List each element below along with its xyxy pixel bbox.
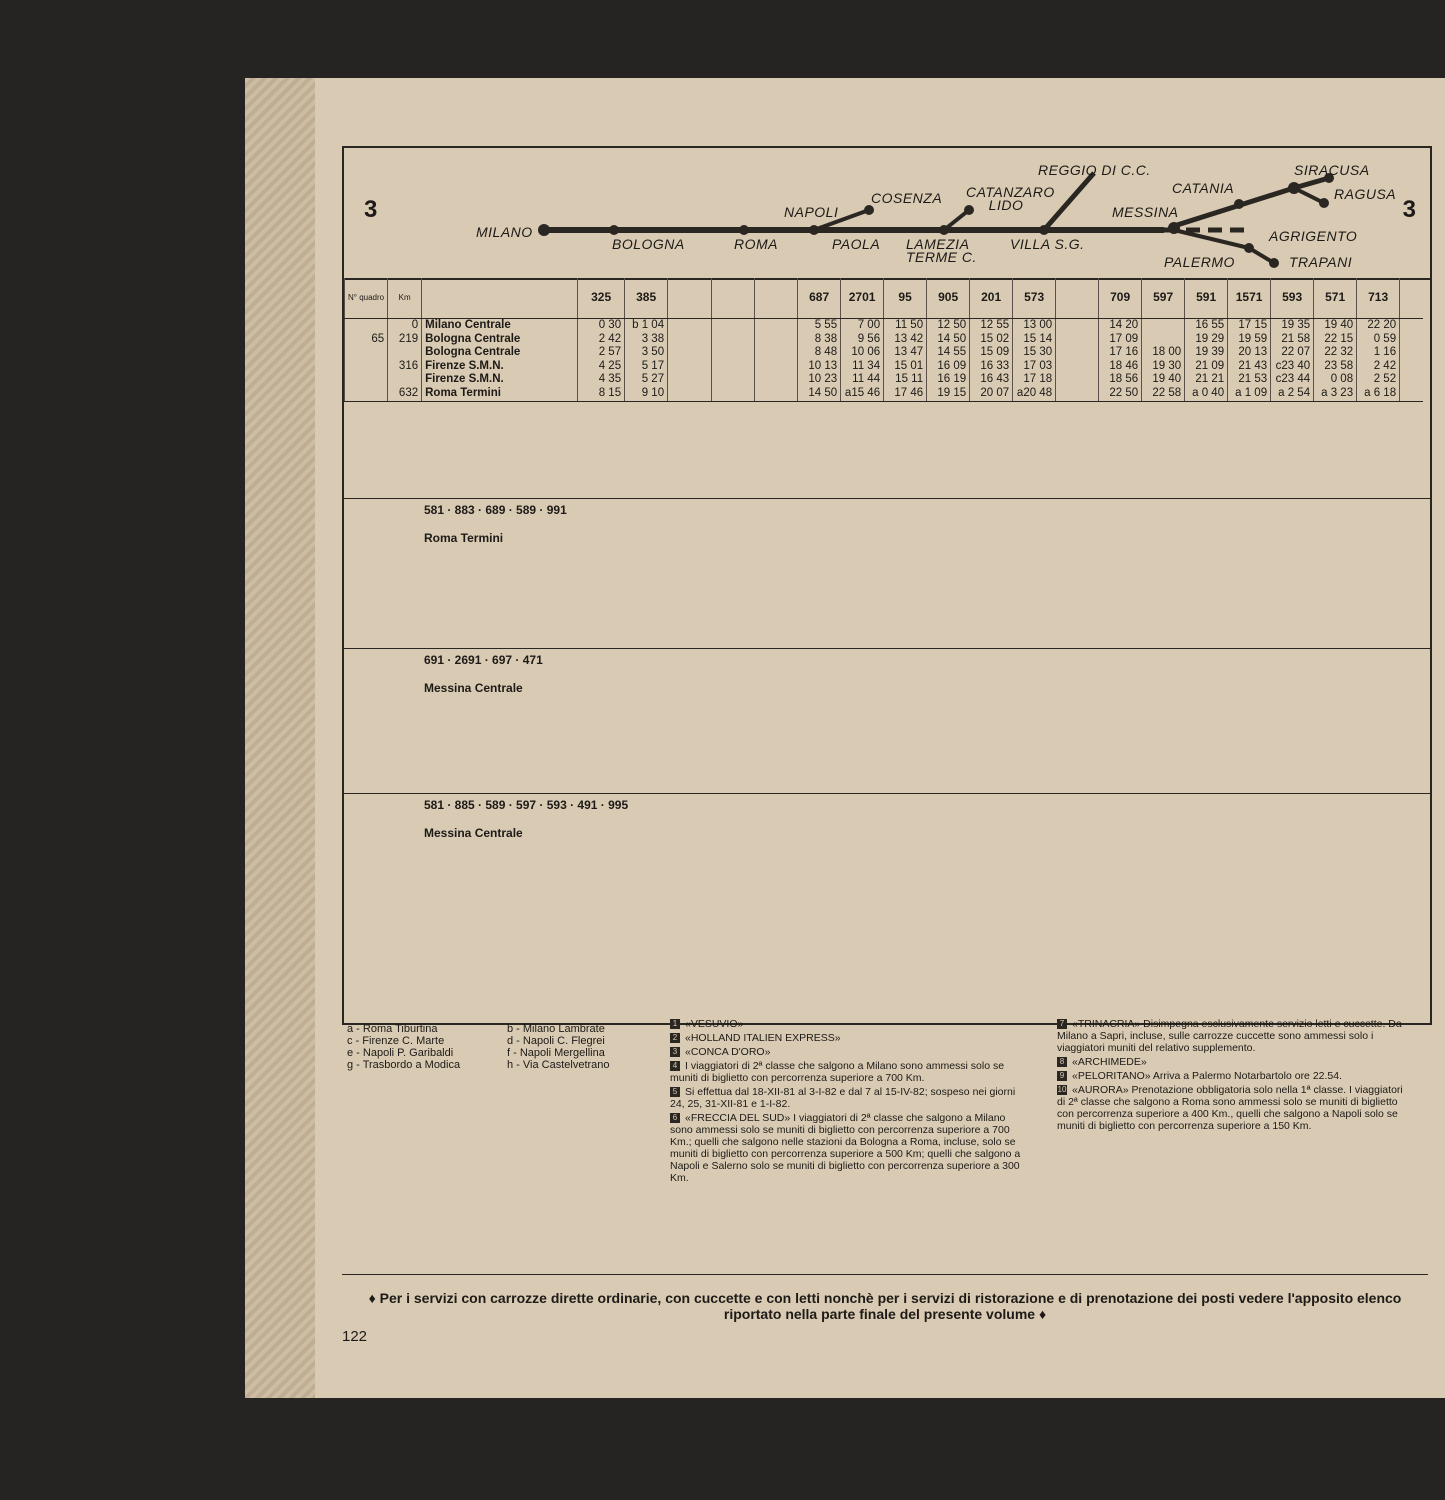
time-cell: 15 11: [884, 373, 927, 387]
time-cell: 17 18: [1013, 373, 1056, 387]
city-milano: MILANO: [476, 224, 533, 240]
train-number: 573: [1013, 278, 1056, 319]
time-cell: 22 58: [1142, 387, 1185, 401]
train-number: 201: [970, 278, 1013, 319]
footnote-number: 7: [1057, 1019, 1067, 1029]
timetable-section: [344, 793, 1430, 1022]
legend-entry: g - Trasbordo a Modica: [347, 1059, 461, 1071]
time-cell: a 6 18: [1357, 387, 1400, 401]
time-cell: 22 32: [1314, 346, 1357, 360]
quadro-cell: [345, 346, 388, 360]
empty-cell: [1400, 387, 1423, 401]
time-cell: 2 57: [578, 346, 625, 360]
time-cell: 5 17: [625, 360, 668, 374]
bottom-note: ♦ Per i servizi con carrozze dirette ordinarie, con cuccette e con letti nonchè per i servizi di ristorazione e di prenotazione dei posti vedere l'apposito elenco riportato nella parte finale del presente volume ♦: [368, 1290, 1402, 1322]
time-cell: 16 33: [970, 360, 1013, 374]
time-cell: 19 35: [1271, 319, 1314, 333]
time-cell: 12 50: [927, 319, 970, 333]
time-cell: 0 30: [578, 319, 625, 333]
time-cell: 15 09: [970, 346, 1013, 360]
empty-cell: [1400, 360, 1423, 374]
empty-cell: [1056, 387, 1099, 401]
station-name: Roma Termini: [422, 387, 578, 401]
time-cell: 0 08: [1314, 373, 1357, 387]
train-number: 325: [578, 278, 625, 319]
footnote: [670, 1046, 1025, 1058]
time-cell: 14 20: [1099, 319, 1142, 333]
timetable-row: [345, 387, 1423, 401]
timetable-row: [345, 346, 1423, 360]
time-cell: 0 59: [1357, 333, 1400, 347]
quadro-cell: 65: [345, 333, 388, 347]
footnote-text: «FRECCIA DEL SUD» I viaggiatori di 2ª classe che salgono a Milano sono ammessi solo se muniti di biglietto con percorrenza superiore a 700 Km.; quelli che salgono nelle stazioni da Bologna a Roma, incluse, solo se muniti di biglietto con percorrenza superiore a 500 Km; quelli che salgono a Napoli e Salerno solo se muniti di biglietto con percorrenza superiore a 300 Km.: [670, 1112, 1021, 1184]
train-number: 709: [1099, 278, 1142, 319]
train-number: 95: [884, 278, 927, 319]
timetable-row: [345, 319, 1423, 333]
train-number: 385: [625, 278, 668, 319]
time-cell: 3 38: [625, 333, 668, 347]
time-cell: 20 13: [1228, 346, 1271, 360]
time-cell: 2 42: [578, 333, 625, 347]
train-number: 597: [1142, 278, 1185, 319]
empty-cell: [1056, 319, 1099, 333]
footnote: [1057, 1084, 1412, 1132]
footnote: [1057, 1070, 1412, 1082]
empty-cell: [1056, 373, 1099, 387]
section-train-numbers: 691 · 2691 · 697 · 471: [424, 653, 543, 667]
time-cell: 5 55: [798, 319, 841, 333]
time-cell: 19 30: [1142, 360, 1185, 374]
km-cell: 0: [388, 319, 422, 333]
legend-right: [507, 1023, 657, 1071]
train-number: 905: [927, 278, 970, 319]
time-cell: 21 09: [1185, 360, 1228, 374]
empty-column: [1056, 278, 1099, 319]
empty-cell: [755, 360, 798, 374]
empty-cell: [755, 346, 798, 360]
city-villa: VILLA S.G.: [1010, 236, 1085, 252]
time-cell: 1 16: [1357, 346, 1400, 360]
footnote-text: «ARCHIMEDE»: [1072, 1056, 1147, 1068]
train-number: 593: [1271, 278, 1314, 319]
footnote: [670, 1018, 1025, 1030]
time-cell: 2 52: [1357, 373, 1400, 387]
km-cell: 219: [388, 333, 422, 347]
legend-entry: a - Roma Tiburtina: [347, 1023, 438, 1035]
time-cell: 10 06: [841, 346, 884, 360]
footnote-text: «TRINACRIA» Disimpegna esclusivamente servizio letti e cuccette. Da Milano a Sapri, incluse, sulle carrozze cuccette sono ammessi solo i viaggiatori muniti del relativo supplemento.: [1057, 1018, 1402, 1054]
timetable-section: [344, 648, 1430, 799]
time-cell: a 2 54: [1271, 387, 1314, 401]
time-cell: 17 15: [1228, 319, 1271, 333]
train-header-row: [345, 278, 1423, 319]
empty-cell: [1400, 319, 1423, 333]
station-header: [422, 278, 578, 319]
empty-cell: [755, 333, 798, 347]
time-cell: 18 56: [1099, 373, 1142, 387]
quadro-cell: [345, 319, 388, 333]
km-cell: [388, 346, 422, 360]
footnote: [1057, 1056, 1412, 1068]
empty-cell: [755, 387, 798, 401]
quadro-cell: [345, 373, 388, 387]
route-diagram: [344, 148, 1430, 280]
time-cell: c23 44: [1271, 373, 1314, 387]
table-number-right: 3: [1402, 196, 1416, 223]
city-trapani: TRAPANI: [1289, 254, 1353, 270]
time-cell: 19 40: [1142, 373, 1185, 387]
time-cell: 19 59: [1228, 333, 1271, 347]
footnote-number: 8: [1057, 1057, 1067, 1067]
city-bologna: BOLOGNA: [612, 236, 685, 252]
footnotes-middle: [670, 1018, 1025, 1186]
time-cell: 22 07: [1271, 346, 1314, 360]
page-number: 122: [342, 1328, 368, 1345]
time-cell: b 1 04: [625, 319, 668, 333]
section-first-station: Roma Termini: [424, 531, 504, 545]
empty-cell: [712, 387, 755, 401]
city-ragusa: RAGUSA: [1334, 186, 1397, 202]
time-cell: 22 20: [1357, 319, 1400, 333]
train-number: 2701: [841, 278, 884, 319]
city-messina: MESSINA: [1112, 204, 1179, 220]
time-cell: 8 38: [798, 333, 841, 347]
empty-cell: [712, 373, 755, 387]
legend-entry: e - Napoli P. Garibaldi: [347, 1047, 454, 1059]
empty-cell: [755, 373, 798, 387]
footnote: [670, 1060, 1025, 1084]
time-cell: 17 46: [884, 387, 927, 401]
empty-cell: [712, 360, 755, 374]
time-cell: 10 13: [798, 360, 841, 374]
time-cell: 4 35: [578, 373, 625, 387]
train-number: 713: [1357, 278, 1400, 319]
km-header: Km: [388, 278, 422, 319]
footnote-text: «AURORA» Prenotazione obbligatoria solo nella 1ª classe. I viaggiatori di 2ª classe che salgono a Roma sono ammessi solo se muniti di biglietto con percorrenza superiore a 400 Km., quelli che salgono a Napoli solo se muniti di biglietto con percorrenza superiore a 150 Km.: [1057, 1084, 1403, 1132]
train-number: 591: [1185, 278, 1228, 319]
time-cell: 14 50: [798, 387, 841, 401]
empty-column: [712, 278, 755, 319]
legend-entry: f - Napoli Mergellina: [507, 1047, 605, 1059]
bottom-rule: [342, 1274, 1428, 1275]
time-cell: a 3 23: [1314, 387, 1357, 401]
time-cell: 13 00: [1013, 319, 1056, 333]
time-cell: 12 55: [970, 319, 1013, 333]
legend-entry: h - Via Castelvetrano: [507, 1059, 610, 1071]
time-cell: 21 21: [1185, 373, 1228, 387]
time-cell: a 0 40: [1185, 387, 1228, 401]
empty-column: [668, 278, 712, 319]
time-cell: [1142, 333, 1185, 347]
time-cell: 10 23: [798, 373, 841, 387]
train-number: 571: [1314, 278, 1357, 319]
footnote-number: 6: [670, 1113, 680, 1123]
time-cell: 15 01: [884, 360, 927, 374]
time-cell: 22 15: [1314, 333, 1357, 347]
timetable-row: [345, 373, 1423, 387]
time-cell: 19 29: [1185, 333, 1228, 347]
city-agrigento: AGRIGENTO: [1269, 228, 1358, 244]
table-number-left: 3: [364, 196, 378, 223]
time-cell: 16 55: [1185, 319, 1228, 333]
empty-cell: [668, 333, 712, 347]
station-name: Milano Centrale: [422, 319, 578, 333]
footnote-number: 3: [670, 1047, 680, 1057]
empty-cell: [712, 319, 755, 333]
timetable-row: [345, 360, 1423, 374]
empty-cell: [712, 333, 755, 347]
time-cell: 3 50: [625, 346, 668, 360]
footnote-text: I viaggiatori di 2ª classe che salgono a Milano sono ammessi solo se muniti di biglietto con percorrenza superiore a 700 Km.: [670, 1060, 1005, 1084]
page-binding: [245, 78, 315, 1398]
legend-entry: d - Napoli C. Flegrei: [507, 1035, 605, 1047]
time-cell: 23 58: [1314, 360, 1357, 374]
footnote: [670, 1032, 1025, 1044]
quadro-cell: [345, 387, 388, 401]
km-cell: 316: [388, 360, 422, 374]
footnote-number: 4: [670, 1061, 680, 1071]
footnote-text: «CONCA D'ORO»: [685, 1046, 771, 1058]
footnote-number: 2: [670, 1033, 680, 1043]
station-name: Bologna Centrale: [422, 333, 578, 347]
time-cell: 4 25: [578, 360, 625, 374]
time-cell: 9 10: [625, 387, 668, 401]
route-line-map: [344, 148, 1430, 278]
time-cell: 14 50: [927, 333, 970, 347]
time-cell: 16 43: [970, 373, 1013, 387]
time-cell: 8 15: [578, 387, 625, 401]
section-first-station: Messina Centrale: [424, 826, 523, 840]
time-cell: 15 14: [1013, 333, 1056, 347]
time-cell: 20 07: [970, 387, 1013, 401]
time-cell: 21 53: [1228, 373, 1271, 387]
city-lamezia: LAMEZIA TERME C.: [906, 236, 977, 265]
km-cell: [388, 373, 422, 387]
empty-cell: [1400, 373, 1423, 387]
footnote: [670, 1086, 1025, 1110]
time-cell: 2 42: [1357, 360, 1400, 374]
time-cell: 22 50: [1099, 387, 1142, 401]
empty-cell: [1400, 346, 1423, 360]
time-cell: 13 47: [884, 346, 927, 360]
time-cell: 19 15: [927, 387, 970, 401]
time-cell: 15 30: [1013, 346, 1056, 360]
empty-cell: [712, 346, 755, 360]
time-cell: 11 44: [841, 373, 884, 387]
time-cell: 5 27: [625, 373, 668, 387]
km-cell: 632: [388, 387, 422, 401]
time-cell: [1142, 319, 1185, 333]
footnote-number: 1: [670, 1019, 680, 1029]
quadro-cell: [345, 360, 388, 374]
timetable-page: [245, 78, 1445, 1398]
lower-timetable-sections: [344, 498, 1430, 1021]
city-roma: ROMA: [734, 236, 778, 252]
time-cell: 19 40: [1314, 319, 1357, 333]
footnote: [670, 1112, 1025, 1184]
time-cell: 18 46: [1099, 360, 1142, 374]
time-cell: c23 40: [1271, 360, 1314, 374]
city-paola: PAOLA: [832, 236, 881, 252]
timetable-frame: [342, 146, 1432, 1025]
time-cell: 17 09: [1099, 333, 1142, 347]
empty-column: [1400, 278, 1423, 319]
time-cell: a15 46: [841, 387, 884, 401]
time-cell: 21 58: [1271, 333, 1314, 347]
empty-cell: [1056, 346, 1099, 360]
empty-column: [755, 278, 798, 319]
empty-cell: [668, 373, 712, 387]
time-cell: 21 43: [1228, 360, 1271, 374]
footnotes-right: [1057, 1018, 1412, 1134]
time-cell: 17 03: [1013, 360, 1056, 374]
time-cell: 8 48: [798, 346, 841, 360]
section-train-numbers: 581 · 883 · 689 · 589 · 991: [424, 503, 567, 517]
time-cell: 9 56: [841, 333, 884, 347]
legend-entry: b - Milano Lambrate: [507, 1023, 605, 1035]
legend-entry: c - Firenze C. Marte: [347, 1035, 445, 1047]
footnote-text: «VESUVIO»: [685, 1018, 744, 1030]
time-cell: a 1 09: [1228, 387, 1271, 401]
station-name: Bologna Centrale: [422, 346, 578, 360]
station-name: Firenze S.M.N.: [422, 360, 578, 374]
empty-cell: [755, 319, 798, 333]
footnote-text: «HOLLAND ITALIEN EXPRESS»: [685, 1032, 841, 1044]
time-cell: 18 00: [1142, 346, 1185, 360]
time-cell: 11 34: [841, 360, 884, 374]
footnote: [1057, 1018, 1412, 1054]
footnote-text: Si effettua dal 18-XII-81 al 3-I-82 e dal 7 al 15-IV-82; sospeso nei giorni 24, 25, 31-XII-81 e 1-I-82.: [670, 1086, 1016, 1110]
time-cell: 16 09: [927, 360, 970, 374]
quadro-header: N° quadro: [345, 278, 388, 319]
empty-cell: [1056, 333, 1099, 347]
city-napoli: NAPOLI: [784, 204, 839, 220]
time-cell: 16 19: [927, 373, 970, 387]
station-name: Firenze S.M.N.: [422, 373, 578, 387]
time-cell: 7 00: [841, 319, 884, 333]
footnote-number: 9: [1057, 1071, 1067, 1081]
timetable-section: [344, 498, 1430, 649]
empty-cell: [668, 360, 712, 374]
city-reggio: REGGIO DI C.C.: [1038, 162, 1151, 178]
city-siracusa: SIRACUSA: [1294, 162, 1370, 178]
legend-left: [347, 1023, 497, 1071]
empty-cell: [668, 319, 712, 333]
city-catania: CATANIA: [1172, 180, 1235, 196]
empty-cell: [668, 387, 712, 401]
empty-cell: [668, 346, 712, 360]
timetable-row: [345, 333, 1423, 347]
train-number: 687: [798, 278, 841, 319]
time-cell: 15 02: [970, 333, 1013, 347]
city-cosenza: COSENZA: [871, 190, 943, 206]
time-cell: 14 55: [927, 346, 970, 360]
section-train-numbers: 581 · 885 · 589 · 597 · 593 · 491 · 995: [424, 798, 629, 812]
time-cell: 17 16: [1099, 346, 1142, 360]
city-catanzaro: CATANZARO LIDO: [966, 184, 1055, 213]
footnote-number: 5: [670, 1087, 680, 1097]
timetable-section-1: [344, 278, 1423, 402]
train-number: 1571: [1228, 278, 1271, 319]
time-cell: 11 50: [884, 319, 927, 333]
time-cell: a20 48: [1013, 387, 1056, 401]
empty-cell: [1056, 360, 1099, 374]
section-first-station: Messina Centrale: [424, 681, 523, 695]
footnote-text: «PELORITANO» Arriva a Palermo Notarbartolo ore 22.54.: [1072, 1070, 1343, 1082]
time-cell: 19 39: [1185, 346, 1228, 360]
footnote-number: 10: [1057, 1085, 1067, 1095]
time-cell: 13 42: [884, 333, 927, 347]
city-palermo: PALERMO: [1164, 254, 1235, 270]
empty-cell: [1400, 333, 1423, 347]
